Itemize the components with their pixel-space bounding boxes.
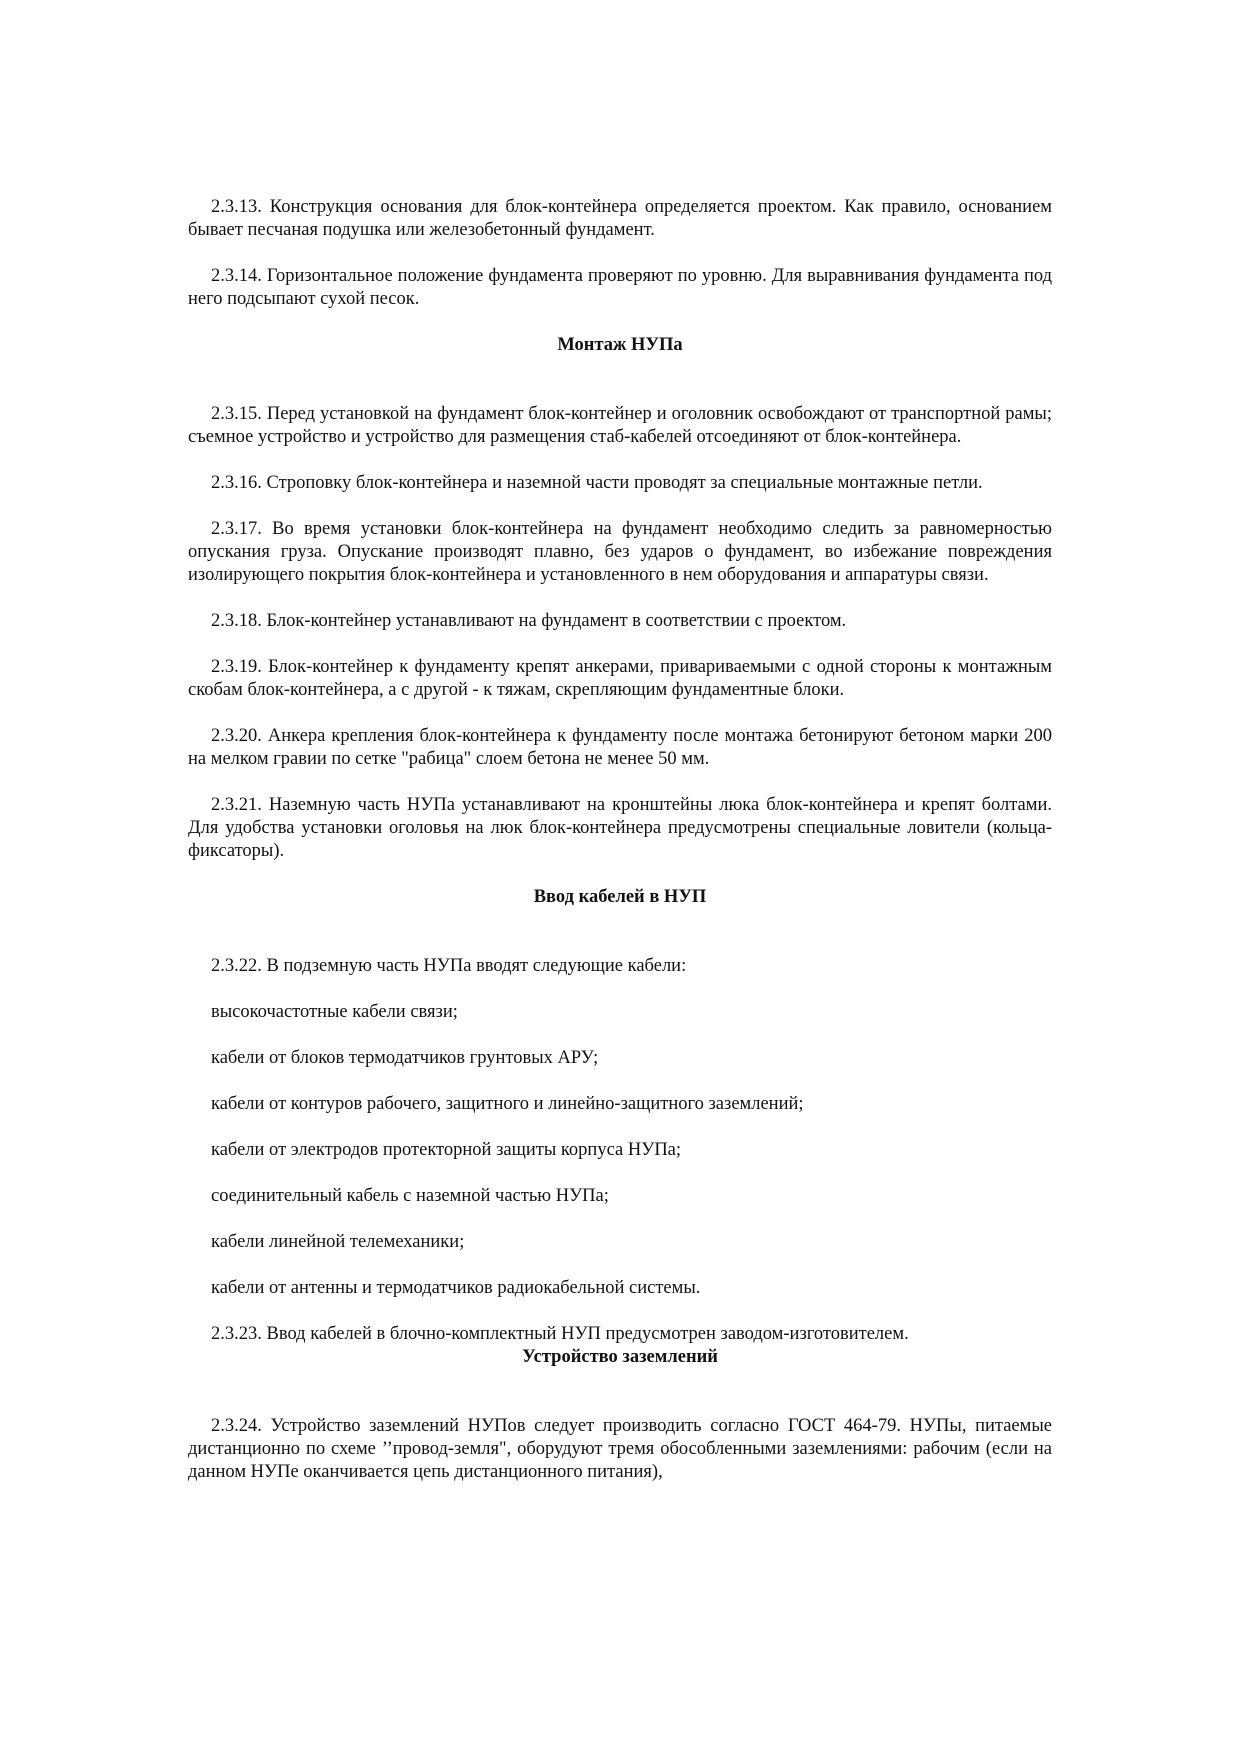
paragraph-2-3-13: 2.3.13. Конструкция основания для блок-контейнера определяется проектом. Как правило, основанием бывает песчаная подушка или железобетонный фундамент. [188, 197, 1052, 240]
paragraph-2-3-15: 2.3.15. Перед установкой на фундамент блок-контейнер и оголовник освобождают от транспортной рамы; съемное устройство и устройство для размещения стаб-кабелей отсоединяют от блок-контейнера. [188, 404, 1052, 447]
paragraph-2-3-23: 2.3.23. Ввод кабелей в блочно-комплектный НУП предусмотрен заводом-изготовителем. [211, 1324, 909, 1344]
list-item: кабели от антенны и термодатчиков радиокабельной системы. [211, 1278, 701, 1298]
list-item: кабели от электродов протекторной защиты корпуса НУПа; [211, 1140, 682, 1160]
list-item: кабели от блоков термодатчиков грунтовых АРУ; [211, 1048, 599, 1068]
document-page [188, 196, 1052, 1507]
paragraph-2-3-21: 2.3.21. Наземную часть НУПа устанавливают на кронштейны люка блок-контейнера и крепят болтами. Для удобства установки оголовья на люк блок-контейнера предусмотрены специальные ловители (кольца-фиксаторы). [188, 795, 1052, 861]
section-heading-zazemlenie: Устройство заземлений [522, 1347, 718, 1367]
section-heading-vvod-kabeley: Ввод кабелей в НУП [533, 887, 707, 907]
list-item: кабели линейной телемеханики; [211, 1232, 465, 1252]
paragraph-2-3-20: 2.3.20. Анкера крепления блок-контейнера к фундаменту после монтажа бетонируют бетоном марки 200 на мелком гравии по сетке "рабица" слоем бетона не менее 50 мм. [188, 726, 1052, 769]
paragraph-2-3-16: 2.3.16. Строповку блок-контейнера и наземной части проводят за специальные монтажные петли. [211, 473, 983, 493]
paragraph-2-3-24: 2.3.24. Устройство заземлений НУПов следует производить согласно ГОСТ 464-79. НУПы, питаемые дистанционно по схеме ’’провод-земля", оборудуют тремя обособленными заземлениями: рабочим (если на данном НУПе оканчивается цепь дистанционного питания), [188, 1416, 1052, 1482]
paragraph-2-3-17: 2.3.17. Во время установки блок-контейнера на фундамент необходимо следить за равномерностью опускания груза. Опускание производят плавно, без ударов о фундамент, во избежание повреждения изолирующего покрытия блок-контейнера и установленного в нем оборудования и аппаратуры связи. [188, 519, 1052, 585]
paragraph-2-3-18: 2.3.18. Блок-контейнер устанавливают на фундамент в соответствии с проектом. [211, 611, 847, 631]
cable-list [188, 1001, 1052, 1300]
paragraph-2-3-19: 2.3.19. Блок-контейнер к фундаменту крепят анкерами, привариваемыми с одной стороны к монтажным скобам блок-контейнера, а с другой - к тяжам, скрепляющим фундаментные блоки. [188, 657, 1052, 700]
section-heading-montazh: Монтаж НУПа [557, 335, 683, 355]
list-item: высокочастотные кабели связи; [211, 1002, 458, 1022]
paragraph-2-3-14: 2.3.14. Горизонтальное положение фундамента проверяют по уровню. Для выравнивания фундамента под него подсыпают сухой песок. [188, 266, 1052, 309]
list-item: кабели от контуров рабочего, защитного и линейно-защитного заземлений; [211, 1094, 804, 1114]
list-item: соединительный кабель с наземной частью НУПа; [211, 1186, 609, 1206]
paragraph-2-3-22: 2.3.22. В подземную часть НУПа вводят следующие кабели: [211, 956, 687, 976]
